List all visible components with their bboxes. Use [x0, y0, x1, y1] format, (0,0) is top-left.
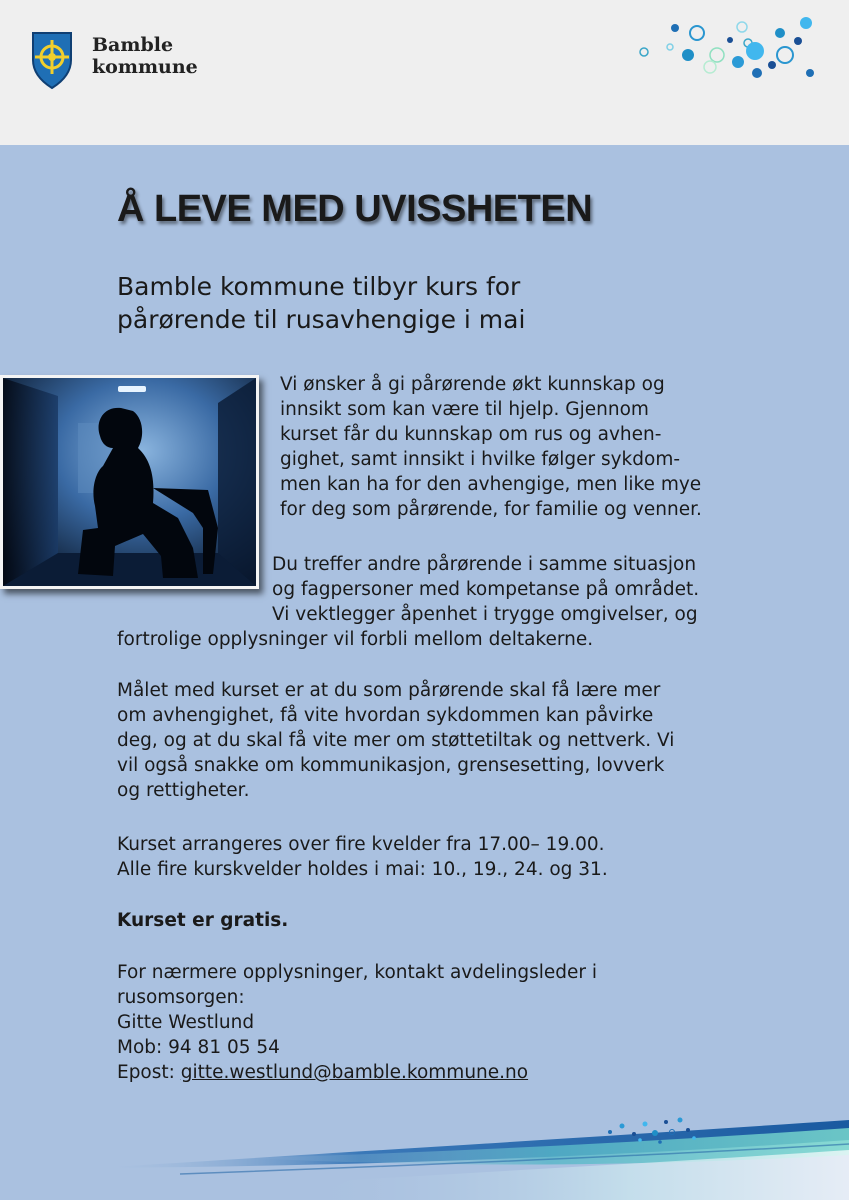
meeting-line: Du treffer andre pårørende i samme situasjon [272, 554, 697, 575]
intro-line: gighet, samt innsikt i hvilke følger sykdom- [280, 449, 681, 470]
logo [30, 30, 210, 92]
meeting-paragraph [0, 552, 849, 652]
goal-line: vil også snakke om kommunikasjon, grensesetting, lovverk [117, 755, 665, 776]
meeting-line: fortrolige opplysninger vil forbli mellom deltakerne. [117, 629, 594, 650]
decorative-dots-icon [630, 15, 830, 85]
email-link[interactable]: gitte.westlund@bamble.kommune.no [180, 1062, 529, 1083]
intro-line: innsikt som kan være til hjelp. Gjennom [280, 399, 649, 420]
intro-line: kurset får du kunnskap om rus og avhen- [280, 424, 662, 445]
schedule-paragraph [117, 832, 608, 882]
contact-block [117, 960, 597, 1085]
contact-phone: Mob: 94 81 05 54 [117, 1037, 280, 1058]
subtitle-line-1: Bamble kommune tilbyr kurs for [117, 272, 521, 301]
schedule-line: Alle fire kurskvelder holdes i mai: 10., 19., 24. og 31. [117, 859, 608, 880]
decorative-waves-icon [0, 1100, 849, 1200]
page-subtitle [117, 270, 737, 336]
meeting-line: Vi vektlegger åpenhet i trygge omgivelser, og [272, 604, 698, 625]
contact-line: rusomsorgen: [117, 987, 245, 1008]
header-band [0, 0, 849, 145]
contact-line: For nærmere opplysninger, kontakt avdelingsleder i [117, 962, 598, 983]
free-note: Kurset er gratis. [117, 910, 289, 931]
intro-paragraph [280, 372, 702, 522]
intro-line: Vi ønsker å gi pårørende økt kunnskap og [280, 374, 665, 395]
schedule-line: Kurset arrangeres over fire kvelder fra 17.00– 19.00. [117, 834, 605, 855]
subtitle-line-2: pårørende til rusavhengige i mai [117, 305, 526, 334]
coat-of-arms-icon [30, 30, 74, 90]
intro-line: for deg som pårørende, for familie og venner. [280, 499, 702, 520]
goal-line: deg, og at du skal få vite mer om støttetiltak og nettverk. Vi [117, 730, 675, 751]
goal-line: Målet med kurset er at du som pårørende skal få lære mer [117, 680, 661, 701]
page-title: Å LEVE MED UVISSHETEN [117, 188, 593, 230]
goal-line: og rettigheter. [117, 780, 250, 801]
intro-line: men kan ha for den avhengige, men like mye [280, 474, 702, 495]
email-label: Epost: [117, 1062, 181, 1083]
logo-line-1: Bamble [92, 34, 174, 56]
contact-email-line [117, 1060, 597, 1085]
goal-line: om avhengighet, få vite hvordan sykdommen kan påvirke [117, 705, 654, 726]
contact-name: Gitte Westlund [117, 1012, 255, 1033]
goal-paragraph [117, 678, 674, 803]
logo-text [92, 34, 198, 78]
logo-line-2: kommune [92, 56, 198, 78]
meeting-line: og fagpersoner med kompetanse på området. [272, 579, 700, 600]
